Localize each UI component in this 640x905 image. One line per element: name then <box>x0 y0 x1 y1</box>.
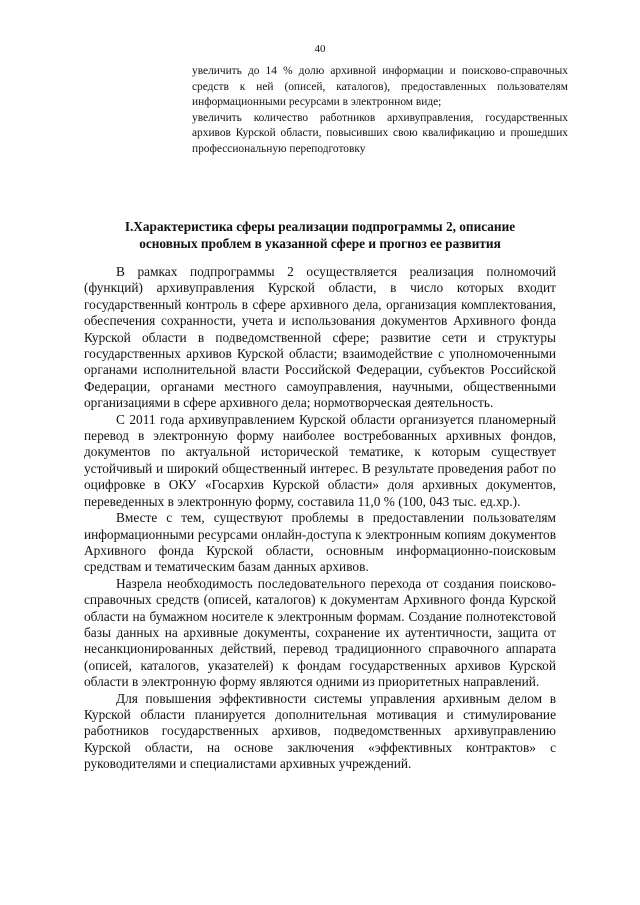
body-paragraph: Для повышения эффективности системы управления архивным делом в Курской области планируется дополнительная мотивация и стимулирование работников государственных архивов, подведомственных архивуправлению Курской области, на основе заключения «эффективных контрактов» с руководителями и специалистами архивных учреждений. <box>84 690 556 772</box>
body-paragraph: В рамках подпрограммы 2 осуществляется реализация полномочий (функций) архивуправления Курской области, в число которых входит государственный контроль в сфере архивного дела, организация комплектования, обеспечения сохранности, учета и использования документов Архивного фонда Курской области в подведомственной сфере; развитие сети и структуры государственных архивов Курской области; взаимодействие с уполномоченными органами исполнительной власти Российской Федерации, субъектов Российской Федерации, органами местного самоуправления, научными, общественными организациями в сфере архивного дела; нормотворческая деятельность. <box>84 264 556 411</box>
intro-goal-item: увеличить количество работников архивуправления, государственных архивов Курской области, повысивших свою квалификацию и прошедших профессиональную переподготовку <box>192 111 568 155</box>
body-paragraph: Вместе с тем, существуют проблемы в предоставлении пользователям информационными ресурсами онлайн-доступа к электронным копиям документов Архивного фонда Курской области, основным информационно-поисковым средствам и тематическим базам данных архивов. <box>84 510 556 575</box>
page-number: 40 <box>314 43 326 55</box>
section-heading-line-1: I.Характеристика сферы реализации подпрограммы 2, описание <box>124 219 516 234</box>
body-paragraph: Назрела необходимость последовательного перехода от создания поисково-справочных средств (описей, каталогов) к документам Архивного фонда Курской области на бумажном носителе к электронным формам. Создание полнотекстовой базы данных на архивные документы, сохранение их аутентичности, защита от несанкционированных действий, перевод традиционного справочного аппарата (описей, каталогов, указателей) к фондам государственных архивов Курской области в электронную форму являются одними из приоритетных направлений. <box>84 575 556 690</box>
section-heading <box>90 218 550 252</box>
section-heading-line-2: основных проблем в указанной сфере и прогноз ее развития <box>139 236 501 251</box>
body-paragraph: С 2011 года архивуправлением Курской области организуется планомерный перевод в электронную форму наиболее востребованных архивных фондов, документов по актуальной исторической тематике, к которым существует устойчивый и широкий общественный интерес. В результате проведения работ по оцифровке в ОКУ «Госархив Курской области» доля архивных документов, переведенных в электронную форму, составила 11,0 % (100, 043 тыс. ед.хр.). <box>84 411 556 509</box>
body-text <box>84 264 556 773</box>
intro-goal-item: увеличить до 14 % долю архивной информации и поисково-справочных средств к ней (описей, каталогов), предоставленных пользователям информационными ресурсами в электронном виде; <box>192 65 568 109</box>
intro-goals-list <box>192 64 568 158</box>
